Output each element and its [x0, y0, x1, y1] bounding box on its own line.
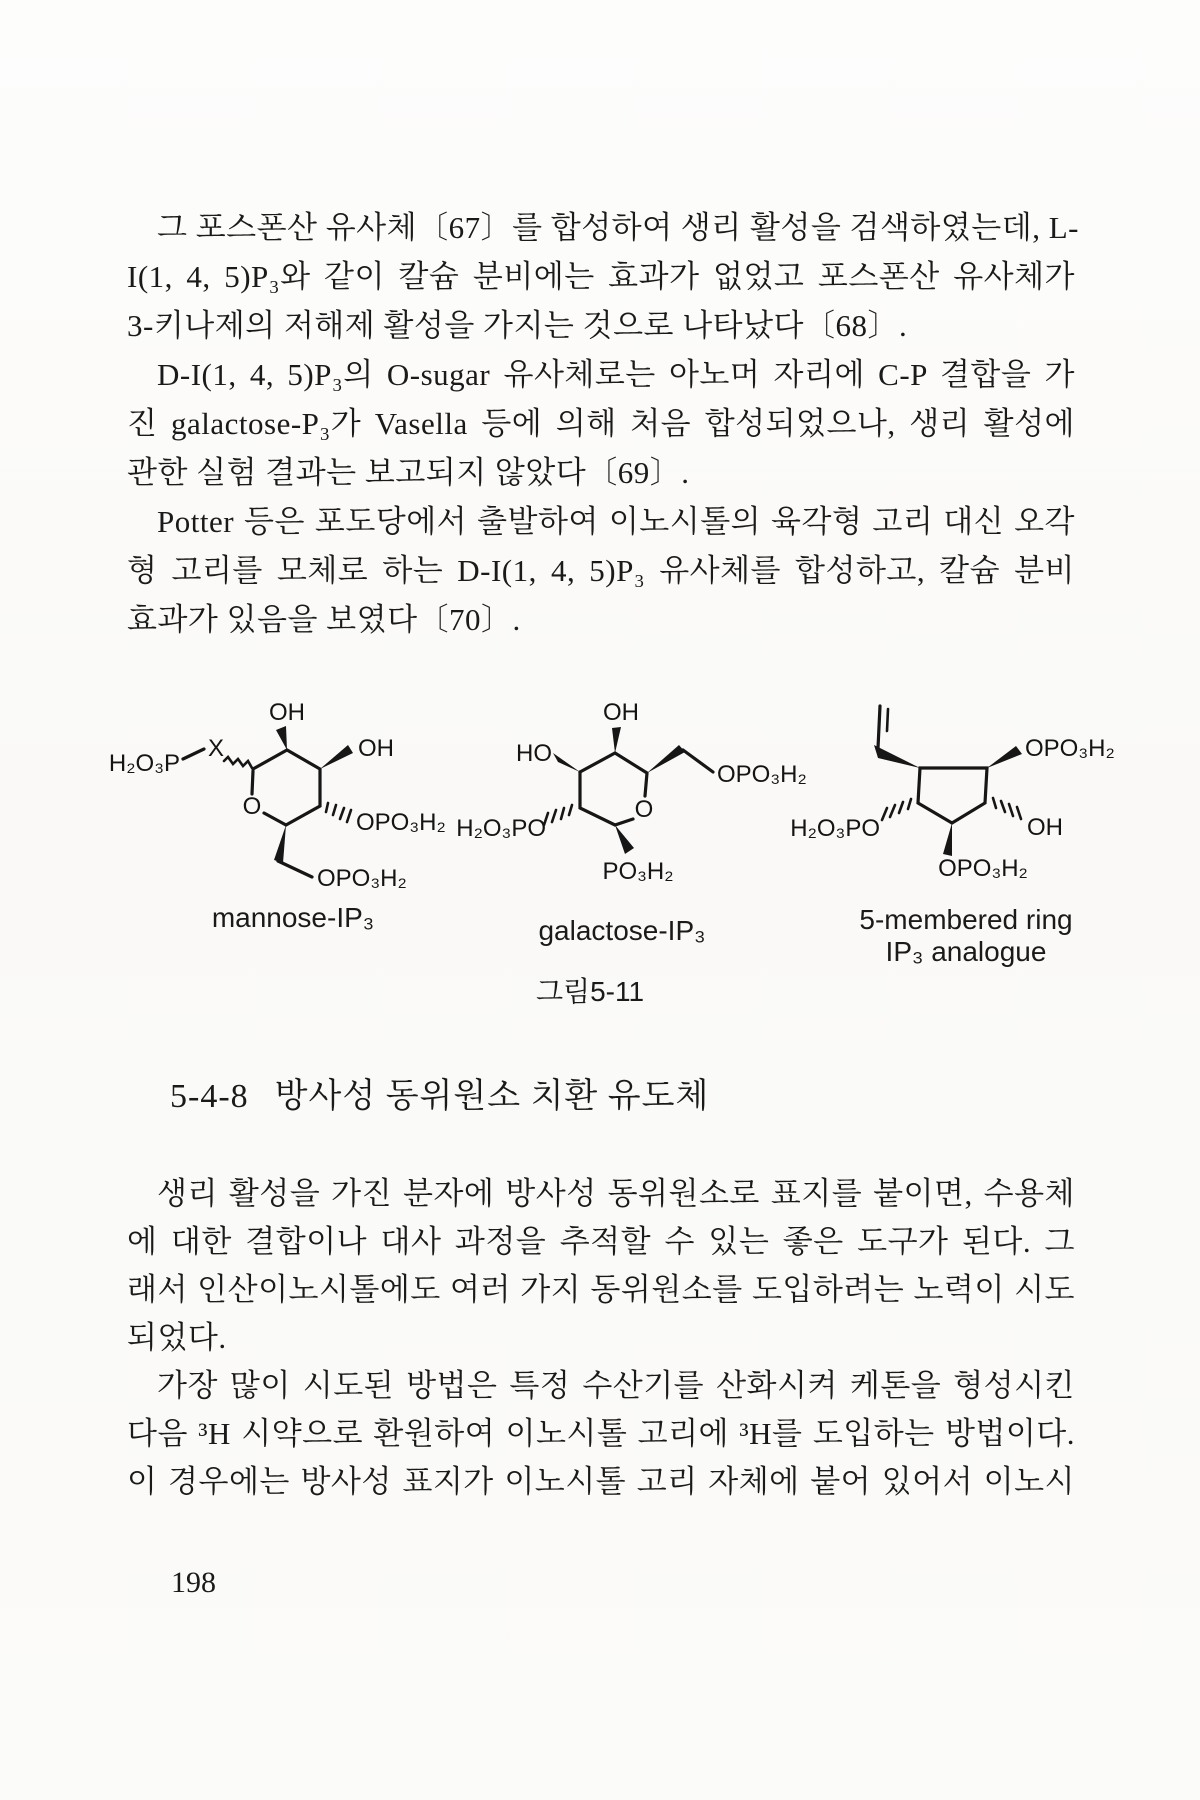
five-membered-ring-structure	[790, 618, 1180, 888]
text-line: 관한 실험 결과는 보고되지 않았다〔69〕.	[127, 455, 690, 490]
oh-label: OH	[603, 699, 639, 726]
structure-name	[859, 904, 1072, 968]
page-number: 198	[171, 1566, 216, 1599]
phosphate-label: H₂O₃PO	[456, 815, 546, 842]
structure-name-line2: IP₃ analogue	[885, 936, 1047, 967]
phosphate-label: OPO₃H₂	[1025, 735, 1115, 762]
text-line: I(1, 4, 5)P₃와 같이 칼슘 분비에는 효과가 없었고 포스폰산 유사체가	[127, 259, 1075, 294]
text-line: 되었다.	[127, 1320, 227, 1355]
linker-x-label: X	[207, 735, 225, 762]
structure-name: galactose-IP₃	[538, 915, 706, 946]
text-line: 그 포스폰산 유사체〔67〕를 합성하여 생리 활성을 검색하였는데, L-	[157, 210, 1079, 245]
text-line: 형 고리를 모체로 하는 D-I(1, 4, 5)P₃ 유사체를 합성하고, 칼슘 분비	[127, 553, 1075, 588]
text-line: 생리 활성을 가진 분자에 방사성 동위원소로 표지를 붙이면, 수용체	[157, 1176, 1075, 1211]
figure-caption: 그림5-11	[535, 976, 645, 1007]
phosphate-label: OPO₃H₂	[317, 865, 407, 892]
text-line: 가장 많이 시도된 방법은 특정 수산기를 산화시켜 케톤을 형성시킨	[157, 1368, 1075, 1403]
ho-label: HO	[516, 740, 552, 767]
text-line: 3-키나제의 저해제 활성을 가지는 것으로 나타났다〔68〕.	[127, 308, 908, 343]
phosphate-label: H₂O₃PO	[790, 815, 880, 842]
phosphate-label: OPO₃H₂	[356, 809, 446, 836]
oh-label: OH	[358, 735, 394, 762]
text-line: 진 galactose-P₃가 Vasella 등에 의해 처음 합성되었으나, 생리 활성에	[127, 406, 1075, 441]
phosphono-label: H₂O₃P	[108, 750, 180, 777]
structure-name: mannose-IP₃	[211, 902, 375, 933]
section-number: 5-4-8	[170, 1078, 249, 1115]
text-line: 효과가 있음을 보였다〔70〕.	[127, 602, 521, 637]
section-heading	[170, 1068, 709, 1117]
oh-label: OH	[1027, 814, 1063, 841]
ring-oxygen-label: O	[242, 793, 262, 820]
text-line: 래서 인산이노시톨에도 여러 가지 동위원소를 도입하려는 노력이 시도	[127, 1272, 1075, 1307]
structure-name-line1: 5-membered ring	[859, 904, 1073, 935]
text-line: D-I(1, 4, 5)P₃의 O-sugar 유사체로는 아노머 자리에 C-P 결합을 가	[157, 357, 1075, 392]
text-line: 에 대한 결합이나 대사 과정을 추적할 수 있는 좋은 도구가 된다. 그	[127, 1224, 1075, 1259]
text-line: 다음 ³H 시약으로 환원하여 이노시톨 고리에 ³H를 도입하는 방법이다.	[127, 1416, 1075, 1451]
text-line: 이 경우에는 방사성 표지가 이노시톨 고리 자체에 붙어 있어서 이노시	[127, 1464, 1075, 1499]
phosphate-label: OPO₃H₂	[717, 761, 807, 788]
galactose-ip3-structure	[455, 690, 815, 940]
oh-label: OH	[269, 699, 305, 726]
section-title: 방사성 동위원소 치환 유도체	[274, 1078, 710, 1115]
phosphate-label: PO₃H₂	[602, 858, 674, 885]
mannose-ip3-structure	[90, 672, 470, 922]
paragraph-block-bottom	[127, 1170, 1075, 1506]
ring-oxygen-label: O	[634, 796, 654, 823]
text-line: Potter 등은 포도당에서 출발하여 이노시톨의 육각형 고리 대신 오각	[157, 504, 1075, 539]
phosphate-label: OPO₃H₂	[938, 855, 1028, 882]
paragraph-block-top	[127, 203, 1079, 644]
